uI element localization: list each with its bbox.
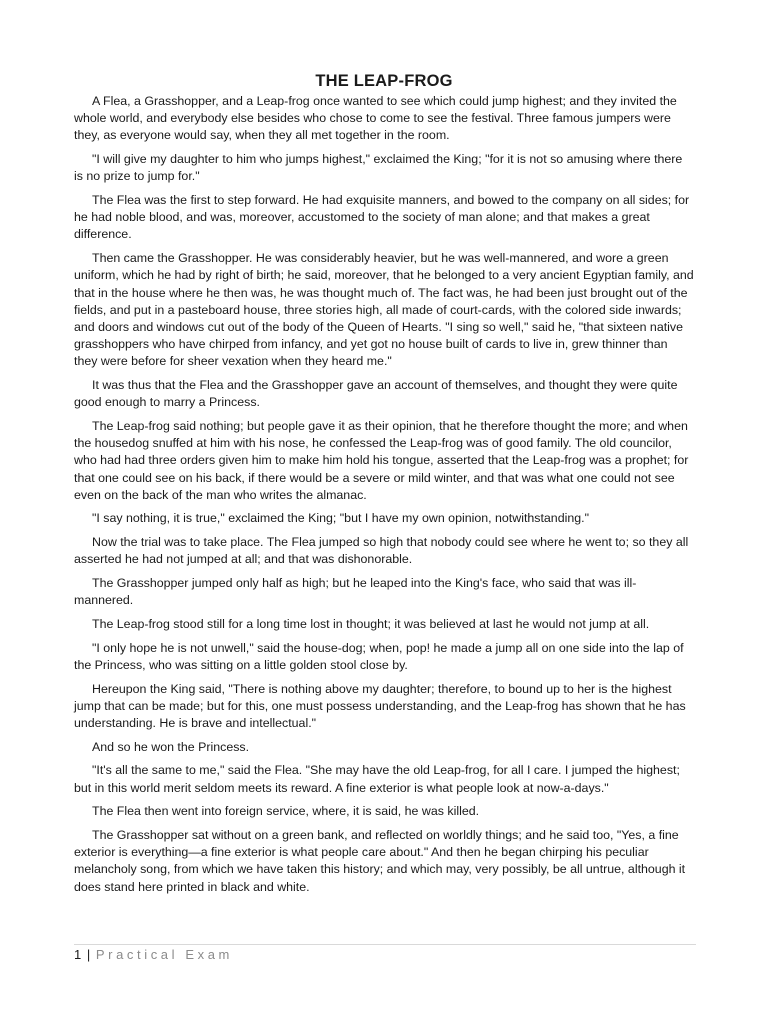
- footer-separator: |: [86, 947, 91, 962]
- paragraph: A Flea, a Grasshopper, and a Leap-frog once wanted to see which could jump highest; and they invited the whole world, and everybody else besides who chose to come to see the festival. Three famous jumpers were they, as everyone would say, when they all met together in the room.: [74, 94, 677, 143]
- paragraph: "It's all the same to me," said the Flea. "She may have the old Leap-frog, for all I care. I jumped the highest; but in this world merit seldom meets its reward. A fine exterior is what people look at now-a-days.": [74, 763, 680, 795]
- paragraph: It was thus that the Flea and the Grasshopper gave an account of themselves, and thought they were quite good enough to marry a Princess.: [74, 378, 678, 410]
- page-footer: [74, 947, 233, 963]
- paragraph: "I will give my daughter to him who jumps highest," exclaimed the King; "for it is not so amusing where there is no prize to jump for.": [74, 152, 683, 184]
- paragraph: Now the trial was to take place. The Flea jumped so high that nobody could see where he went to; so they all asserted he had not jumped at all; and that was dishonorable.: [74, 535, 689, 567]
- document-body: [74, 93, 694, 902]
- paragraph: The Leap-frog said nothing; but people gave it as their opinion, that he therefore thought the more; and when the housedog snuffed at him with his nose, he confessed the Leap-frog was of good family. The old councilor, who had had three orders given him to make him hold his tongue, asserted that the Leap-frog was a prophet; for that one could see on his back, if there would be a severe or mild winter, and that was what one could not see even on the back of the man who writes the almanac.: [74, 418, 689, 502]
- paragraph: The Grasshopper jumped only half as high; but he leaped into the King's face, who said that was ill-mannered.: [74, 576, 637, 608]
- paragraph: "I only hope he is not unwell," said the house-dog; when, pop! he made a jump all on one side into the lap of the Princess, who was sitting on a little golden stool close by.: [74, 640, 684, 672]
- footer-divider: [74, 944, 696, 945]
- paragraph: "I say nothing, it is true," exclaimed the King; "but I have my own opinion, notwithstanding.": [92, 511, 589, 526]
- paragraph: The Grasshopper sat without on a green bank, and reflected on worldly things; and he said too, "Yes, a fine exterior is everything—a fine exterior is what people care about." And then he began chirping his peculiar melancholy song, from which we have taken this history; and which may, very possibly, be all untrue, although it does stand here printed in black and white.: [74, 828, 686, 894]
- paragraph: The Flea was the first to step forward. He had exquisite manners, and bowed to the company on all sides; for he had noble blood, and was, moreover, accustomed to the society of man alone; and that makes a great difference.: [74, 193, 690, 242]
- document-title: THE LEAP-FROG: [315, 72, 453, 90]
- paragraph: Then came the Grasshopper. He was considerably heavier, but he was well-mannered, and wore a green uniform, which he had by right of birth; he said, moreover, that he belonged to a very ancient Egyptian family, and that in the house where he then was, he was thought much of. The fact was, he had been just brought out of the fields, and put in a pasteboard house, three stories high, all made of court-cards, with the colored side inwards; and doors and windows cut out of the body of the Queen of Hearts. "I sing so well," said he, "that sixteen native grasshoppers who have chirped from infancy, and yet got no house built of cards to live in, grew thinner than they were before for sheer vexation when they heard me.": [74, 251, 694, 369]
- paragraph: Hereupon the King said, "There is nothing above my daughter; therefore, to bound up to her is the highest jump that can be made; but for this, one must possess understanding, and the Leap-frog has shown that he has understanding. He is brave and intellectual.": [74, 681, 686, 730]
- page-number: 1: [74, 947, 82, 962]
- footer-label: Practical Exam: [95, 947, 233, 962]
- paragraph: The Leap-frog stood still for a long time lost in thought; it was believed at last he would not jump at all.: [92, 616, 650, 631]
- paragraph: And so he won the Princess.: [92, 739, 250, 754]
- paragraph: The Flea then went into foreign service, where, it is said, he was killed.: [92, 804, 480, 819]
